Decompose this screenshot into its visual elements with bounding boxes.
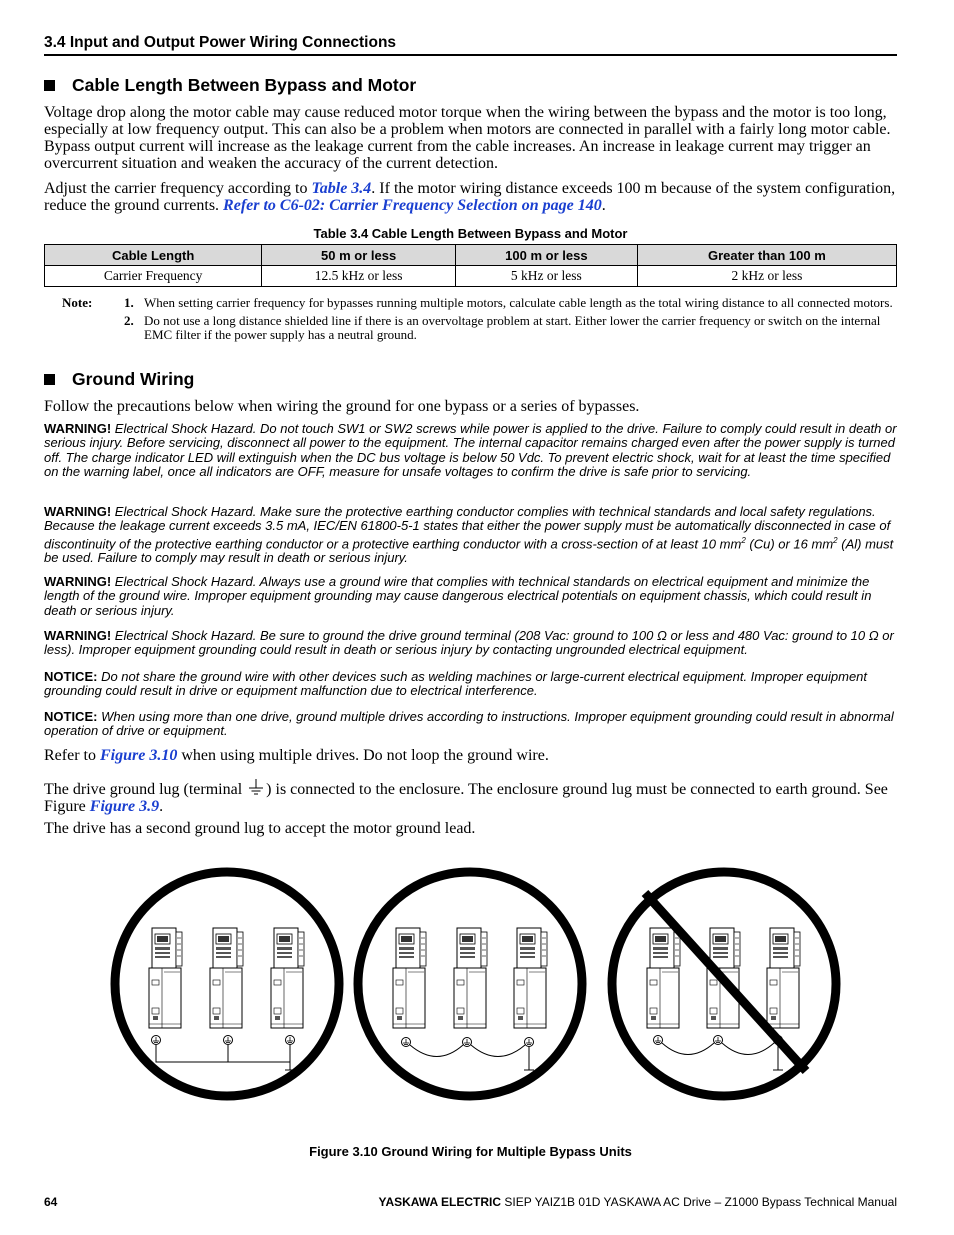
warning-4 [44,629,900,658]
superscript: 2 [741,535,746,545]
table-caption: Table 3.4 Cable Length Between Bypass and Motor [313,226,628,241]
table-cell: 5 kHz or less [455,266,637,287]
figure-3-10-link[interactable]: Figure 3.10 [99,747,178,764]
footer-doc-title: SIEP YAIZ1B 01D YASKAWA AC Drive – Z1000 Bypass Technical Manual [501,1195,897,1209]
table-notes [62,296,898,346]
ground-terminal-icon [246,778,266,798]
table-row [45,266,897,287]
cable-length-table [44,244,897,287]
notice-text: Do not share the ground wire with other devices such as welding machines or large-current electrical equipment. Improper equipment grounding could result in drive or equipment malfunction due to electrical interference. [44,669,868,699]
ground-wiring-figure [0,855,954,1125]
notice-label: NOTICE: [44,669,98,684]
warning-label: WARNING! [44,628,112,643]
table-header-cell: 50 m or less [262,245,456,266]
superscript: 2 [833,535,838,545]
page-number: 64 [44,1195,58,1209]
note-label: Note: [62,295,93,310]
ground-lug-paragraph: The drive ground lug (terminal ) is connected to the enclosure. The enclosure ground lug must be connected to earth ground. See Figure Figure 3.9. [44,778,900,815]
wiring-option-3-prohibited [612,872,836,1096]
table-header-cell: Greater than 100 m [637,245,896,266]
notice-label: NOTICE: [44,709,98,724]
warning-2: WARNING! Electrical Shock Hazard. Make sure the protective earthing conductor complies with technical standards and local safety regulations. Because the leakage current exceeds 3.5 mA, IEC/EN 61800-5-1 states that either the power supply must be automatically disconnected in case of discontinuity of the protective earthing conductor or a protective earthing conductor with a cross-section of at least 10 $mm^2$ (Cu) or 16 $mm^2$ (Al) must be used. Failure to comply may result in death or serious injury. [44,504,894,566]
refer-paragraph: Refer to Figure 3.10 when using multiple drives. Do not loop the ground wire. [44,747,549,764]
warning-text: Electrical Shock Hazard. Always use a ground wire that complies with technical standards on electrical equipment and minimize the length of the ground wire. Improper equipment grounding may cause dangerous electrical potentials on equipment chassis, which could result in death or serious injury. [44,574,872,618]
ground-intro: Follow the precautions below when wiring the ground for one bypass or a series of bypasses. [44,398,640,415]
warning-3 [44,575,900,618]
p2-text-b: . If the motor wiring distance exceeds 100 m because of the system configuration, reduce the ground currents. [44,180,896,214]
bullet-square-icon [44,374,55,385]
second-lug-paragraph: The drive has a second ground lug to accept the motor ground lead. [44,820,476,837]
notice-2 [44,710,900,739]
table-cell: 2 kHz or less [637,266,896,287]
table-header-cell: Cable Length [45,245,262,266]
note-number: 1. [124,295,134,310]
ground-wiring-title: Ground Wiring [72,369,195,389]
footer-brand: YASKAWA ELECTRIC [378,1195,502,1209]
warning-1 [44,422,900,479]
table-cell: Carrier Frequency [45,266,262,287]
table-header-cell: 100 m or less [455,245,637,266]
cable-length-paragraph-2 [44,180,900,214]
warning-label: WARNING! [44,504,112,519]
warning-text: Electrical Shock Hazard. Be sure to ground the drive ground terminal (208 Vac: ground to 100 Ω or less and 480 Vac: ground to 10 Ω or less). Improper equipment grounding could result in death or serious injury by contacting ungrounded electrical equipment. [44,628,894,658]
notice-text: When using more than one drive, ground multiple drives according to instructions. Improper equipment grounding could result in abnormal operation of drive or equipment. [44,709,894,739]
note-number: 2. [124,313,134,328]
wiring-option-1 [115,872,339,1096]
note-text: Do not use a long distance shielded line if there is an overvoltage problem at start. Either lower the carrier frequency or switch on the internal EMC filter if the power supply has a neutral ground. [144,313,881,342]
wiring-option-2 [358,872,582,1096]
cable-length-title: Cable Length Between Bypass and Motor [72,75,417,95]
warning-label: WARNING! [44,574,112,589]
bullet-square-icon [44,80,55,91]
warning-text: Electrical Shock Hazard. Do not touch SW1 or SW2 screws while power is applied to the drive. Failure to comply could result in death or serious injury. Before servicing, disconnect all power to the equipment. The internal capacitor remains charged even after the power supply is turned off. The charge indicator LED will extinguish when the DC bus voltage is below 50 Vdc. To prevent electric shock, wait for at least the time specified on the warning label, once all indicators are OFF, measure for unsafe voltages to confirm the drive is safe prior to servicing. [44,421,897,479]
figure-3-9-link[interactable]: Figure 3.9 [89,798,160,815]
p2-text-c: . [601,197,606,214]
note-item [62,314,898,342]
p2-text-a: Adjust the carrier frequency according to [44,180,312,197]
footer-doc-info [379,1195,897,1209]
cable-length-paragraph-1: Voltage drop along the motor cable may cause reduced motor torque when the wiring between the bypass and the motor is too long, especially at low frequency output. This can also be a problem when motors are connected in parallel with a fairly long motor cable. Bypass output current will increase as the leakage current from the cable increases. An increase in leakage current may trigger an overcurrent situation and weaken the accuracy of the current detection. [44,104,891,172]
note-item [62,296,898,310]
warning-label: WARNING! [44,421,112,436]
cable-length-heading [44,75,416,96]
header-rule [44,54,897,56]
table-3-4-link[interactable]: Table 3.4 [311,180,372,197]
notice-1 [44,670,900,699]
note-text: When setting carrier frequency for bypasses running multiple motors, calculate cable length as the total wiring distance to all connected motors. [144,295,893,310]
c6-02-link[interactable]: Refer to C6-02: Carrier Frequency Selection on page 140 [223,197,602,214]
section-header: 3.4 Input and Output Power Wiring Connections [44,34,397,51]
table-cell: 12.5 kHz or less [262,266,456,287]
ground-wiring-heading [44,369,194,390]
figure-caption: Figure 3.10 Ground Wiring for Multiple Bypass Units [309,1144,632,1159]
table-header-row [45,245,897,266]
